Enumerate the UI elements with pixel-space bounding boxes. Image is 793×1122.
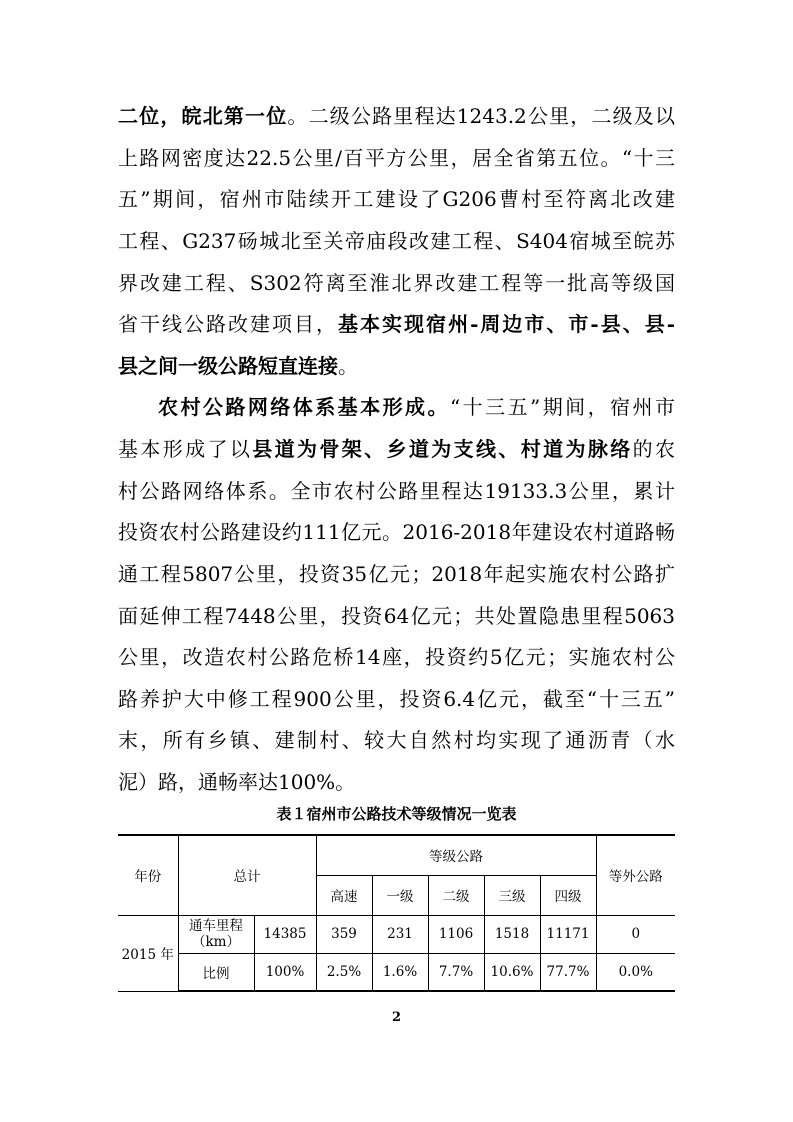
paragraph-line — [118, 349, 675, 383]
header-grade-1: 一级 — [372, 875, 428, 915]
text-run: 工程、G237砀城北至关帝庙段改建工程、S404宿城至皖苏 — [118, 229, 675, 253]
bold-phrase: 基本实现宿州-周边市、市-县、县- — [338, 312, 676, 336]
text-run: 的农 — [632, 437, 675, 461]
paragraph-line — [118, 557, 675, 591]
header-grade-expressway: 高速 — [316, 875, 372, 915]
text-run: 省干线公路改建项目， — [118, 312, 339, 336]
text-run: 面延伸工程7448公里，投资64亿元；共处置隐患里程5063 — [118, 604, 675, 628]
header-grade-4: 四级 — [540, 875, 596, 915]
bold-phrase: 县道为骨架、乡道为支线、村道为脉络 — [252, 437, 633, 461]
text-run: 五”期间，宿州市陆续开工建设了G206曹村至符离北改建 — [118, 187, 675, 211]
text-run: 投资农村公路建设约111亿元。2016-2018年建设农村道路畅 — [118, 520, 675, 544]
header-total: 总计 — [178, 835, 316, 915]
text-run: 泥）路，通畅率达100%。 — [118, 770, 356, 794]
bold-phrase: 县之间一级公路短直连接 — [118, 354, 338, 378]
row-year: 2015 年 — [118, 915, 178, 991]
header-grade-3: 三级 — [484, 875, 540, 915]
paragraph-line — [118, 141, 675, 175]
table-cell: 11171 — [540, 915, 596, 953]
paragraph-line — [118, 765, 675, 799]
table-row — [118, 953, 675, 991]
table-cell: 100% — [254, 953, 316, 991]
row-label-ratio: 比例 — [178, 953, 254, 991]
row-label-mileage: 通车里程（km） — [178, 915, 254, 953]
paragraph-line — [118, 515, 675, 549]
table-cell: 14385 — [254, 915, 316, 953]
table-cell: 2.5% — [316, 953, 372, 991]
table-cell: 359 — [316, 915, 372, 953]
paragraph-line — [118, 182, 675, 216]
table-cell: 0 — [596, 915, 675, 953]
text-run: 通工程5807公里，投资35亿元；2018年起实施农村公路扩 — [118, 562, 675, 586]
paragraph-line — [118, 474, 675, 508]
text-run: 末，所有乡镇、建制村、较大自然村均实现了通沥青（水 — [118, 728, 675, 752]
paragraph-line — [118, 307, 675, 341]
section-heading: 农村公路网络体系基本形成。 — [158, 395, 450, 419]
paragraph-line — [118, 432, 675, 466]
text-run: 上路网密度达22.5公里/百平方公里，居全省第五位。“十三 — [118, 146, 675, 170]
header-grade-2: 二级 — [428, 875, 484, 915]
text-run: 村公路网络体系。全市农村公路里程达19133.3公里，累计 — [118, 479, 675, 503]
header-ungraded-roads: 等外公路 — [596, 835, 675, 915]
table-cell: 1106 — [428, 915, 484, 953]
text-run: 。 — [338, 354, 358, 378]
paragraph-line — [118, 224, 675, 258]
text-run: 。二级公路里程达1243.2公里，二级及以 — [287, 104, 676, 128]
table-cell: 1518 — [484, 915, 540, 953]
paragraph-line — [118, 682, 675, 716]
text-run: “十三五”期间，宿州市 — [449, 395, 676, 419]
text-run: 界改建工程、S302符离至淮北界改建工程等一批高等级国 — [118, 271, 675, 295]
table-row — [118, 915, 675, 953]
table-cell: 77.7% — [540, 953, 596, 991]
text-run: 公里，改造农村公路危桥14座，投资约5亿元；实施农村公 — [118, 645, 675, 669]
paragraph-line — [118, 266, 675, 300]
table-caption: 表１宿州市公路技术等级情况一览表 — [276, 805, 517, 823]
paragraph-line — [118, 723, 675, 757]
table-cell: 0.0% — [596, 953, 675, 991]
bold-phrase: 二位，皖北第一位 — [118, 104, 288, 128]
paragraph-line — [118, 99, 675, 133]
table-cell: 231 — [372, 915, 428, 953]
paragraph-line — [118, 599, 675, 633]
table-cell: 10.6% — [484, 953, 540, 991]
table-cell: 7.7% — [428, 953, 484, 991]
paragraph-line — [158, 390, 675, 424]
page-number: 2 — [391, 1010, 402, 1025]
paragraph-line — [118, 640, 675, 674]
text-run: 基本形成了以 — [118, 437, 253, 461]
header-year: 年份 — [118, 835, 178, 915]
text-run: 路养护大中修工程900公里，投资6.4亿元，截至“十三五” — [118, 687, 675, 711]
table-cell: 1.6% — [372, 953, 428, 991]
road-grade-table — [118, 834, 675, 992]
header-graded-roads: 等级公路 — [316, 835, 596, 875]
